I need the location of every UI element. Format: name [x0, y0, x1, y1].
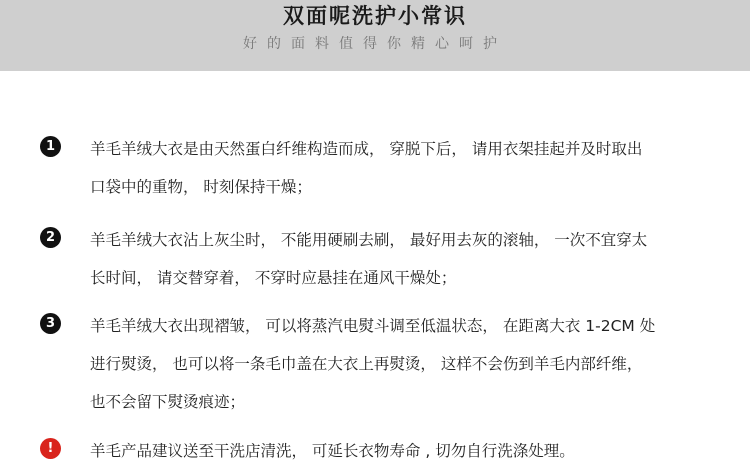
page-title: 双面呢洗护小常识 [283, 4, 467, 28]
care-tip-1-line-2: 口袋中的重物， 时刻保持干燥； [90, 178, 312, 196]
page-subtitle: 好的面料值得你精心呵护 [243, 36, 507, 52]
care-tip-2-line-2: 长时间， 请交替穿着， 不穿时应悬挂在通风干燥处； [90, 269, 457, 287]
care-tip-2-line-1: 羊毛羊绒大衣沾上灰尘时， 不能用硬刷去刷， 最好用去灰的滚轴， 一次不宜穿太 [90, 231, 648, 249]
care-tip-2-text [90, 221, 710, 297]
care-tip-warning-text [90, 432, 710, 470]
care-tip-1-line-1: 羊毛羊绒大衣是由天然蛋白纤维构造而成， 穿脱下后， 请用衣架挂起并及时取出 [90, 140, 643, 158]
number-1-badge-icon: 1 [40, 136, 61, 157]
number-3-badge-icon: 3 [40, 313, 61, 334]
care-tip-warning-line-1: 羊毛产品建议送至干洗店清洗， 可延长衣物寿命 , 切勿自行洗涤处理。 [90, 442, 575, 460]
care-tip-3-line-3: 也不会留下熨烫痕迹； [90, 393, 246, 411]
care-tip-3-line-1: 羊毛羊绒大衣出现褶皱， 可以将蒸汽电熨斗调至低温状态， 在距离大衣 1-2CM 处 [90, 317, 656, 335]
exclamation-warning-icon: ! [40, 438, 61, 459]
header-banner [0, 0, 750, 71]
care-tip-3-line-2: 进行熨烫， 也可以将一条毛巾盖在大衣上再熨烫， 这样不会伤到羊毛内部纤维， [90, 355, 643, 373]
care-tip-3-text [90, 307, 710, 421]
number-2-badge-icon: 2 [40, 227, 61, 248]
care-tip-1-text [90, 130, 710, 206]
